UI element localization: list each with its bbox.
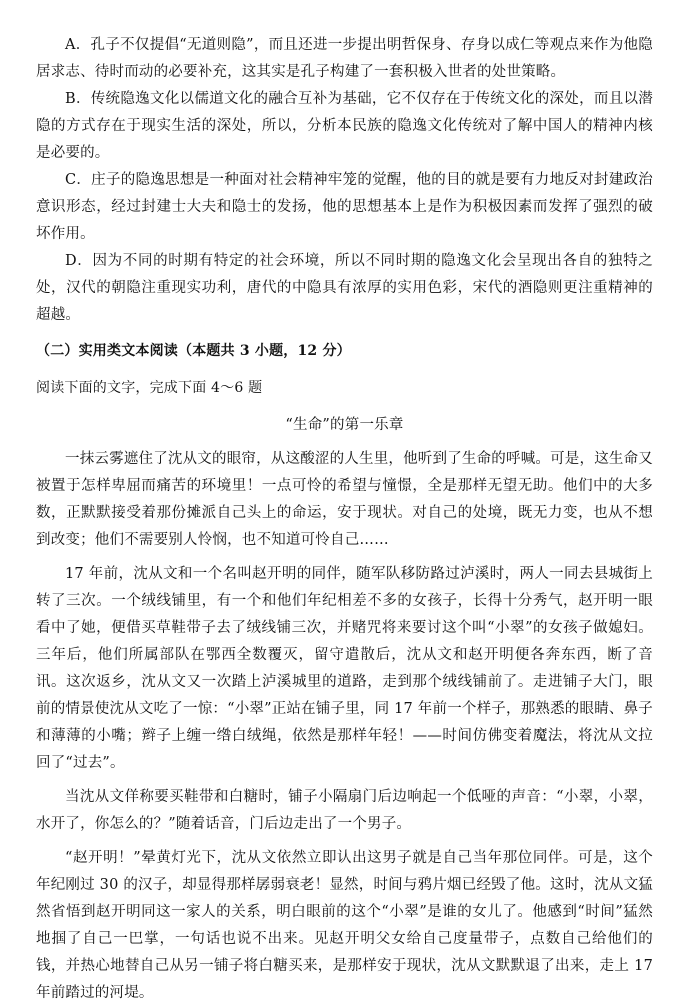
answer-options (36, 32, 653, 329)
option-d: D．因为不同的时期有特定的社会环境，所以不同时期的隐逸文化会呈现出各自的独特之处，汉代的朝隐注重现实功利，唐代的中隐具有浓厚的实用色彩，宋代的酒隐则更注重精神的超越。 (36, 253, 653, 323)
article-body (36, 446, 653, 1007)
document-page (36, 32, 653, 1007)
option-c: C．庄子的隐逸思想是一种面对社会精神牢笼的觉醒，他的目的就是要有力地反对封建政治意识形态，经过封建士大夫和隐士的发扬，他的思想基本上是作为积极因素而发挥了强烈的破坏作用。 (36, 172, 653, 242)
option-a: A．孔子不仅提倡“无道则隐”，而且还进一步提出明哲保身、存身以成仁等观点来作为他隐居求志、待时而动的必要补充，这其实是孔子构建了一套积极入世者的处世策略。 (36, 37, 653, 80)
article-paragraph: 当沈从文佯称要买鞋带和白糖时，铺子小隔扇门后边响起一个低哑的声音：“小翠，小翠，水开了，你怎么的？”随着话音，门后边走出了一个男子。 (36, 789, 653, 832)
article-title: “生命”的第一乐章 (285, 417, 404, 433)
article-paragraph: 17 年前，沈从文和一个名叫赵开明的同伴，随军队移防路过泸溪时，两人一同去县城街上转了三次。一个绒线铺里，有一个和他们年纪相差不多的女孩子，长得十分秀气，赵开明一眼看中了她，便借买草鞋带子去了绒线铺三次，并赌咒将来要讨这个叫“小翠”的女孩子做媳妇。三年后，他们所属部队在鄂西全数覆灭，留守遣散后，沈从文和赵开明便各奔东西，断了音讯。这次返乡，沈从文又一次踏上泸溪城里的道路，走到那个绒线铺前了。走进铺子大门，眼前的情景使沈从文吃了一惊：“小翠”正站在铺子里，同 17 年前一个样子，那熟悉的眼睛、鼻子和薄薄的小嘴；辫子上缠一绺白绒绳，依然是那样年轻！——时间仿佛变着魔法，将沈从文拉回了“过去”。 (36, 566, 653, 771)
section-heading: （二）实用类文本阅读（本题共 3 小题，12 分） (36, 343, 351, 359)
article-paragraph: 一抹云雾遮住了沈从文的眼帘，从这酸涩的人生里，他听到了生命的呼喊。可是，这生命又被置于怎样卑屈而痛苦的环境里！一点可怜的希望与憧憬，全是那样无望无助。他们中的大多数，正默默接受着那份摊派自己头上的命运，安于现状。对自己的处境，既无力变，也从不想到改变；他们不需要别人怜悯，也不知道可怜自己…… (36, 451, 653, 548)
reading-instruction: 阅读下面的文字，完成下面 4～6 题 (36, 380, 263, 396)
article-paragraph: “赵开明！”晕黄灯光下，沈从文依然立即认出这男子就是自己当年那位同伴。可是，这个年纪刚过 30 的汉子，却显得那样孱弱衰老！显然，时间与鸦片烟已经毁了他。这时，沈从文猛然省悟到赵开明同这一家人的关系，明白眼前的这个“小翠”是谁的女儿了。他感到“时间”猛然地掴了自己一巴掌，一句话也说不出来。见赵开明父女给自己度量带子，点数自己给他们的钱，并热心地替自己从另一铺子将白糖买来，是那样安于现状，沈从文默默退了出来，走上 17 年前踏过的河堤。 (36, 850, 653, 1001)
option-b: B．传统隐逸文化以儒道文化的融合互补为基础，它不仅存在于传统文化的深处，而且以潜隐的方式存在于现实生活的深处，所以，分析本民族的隐逸文化传统对了解中国人的精神内核是必要的。 (36, 91, 653, 161)
